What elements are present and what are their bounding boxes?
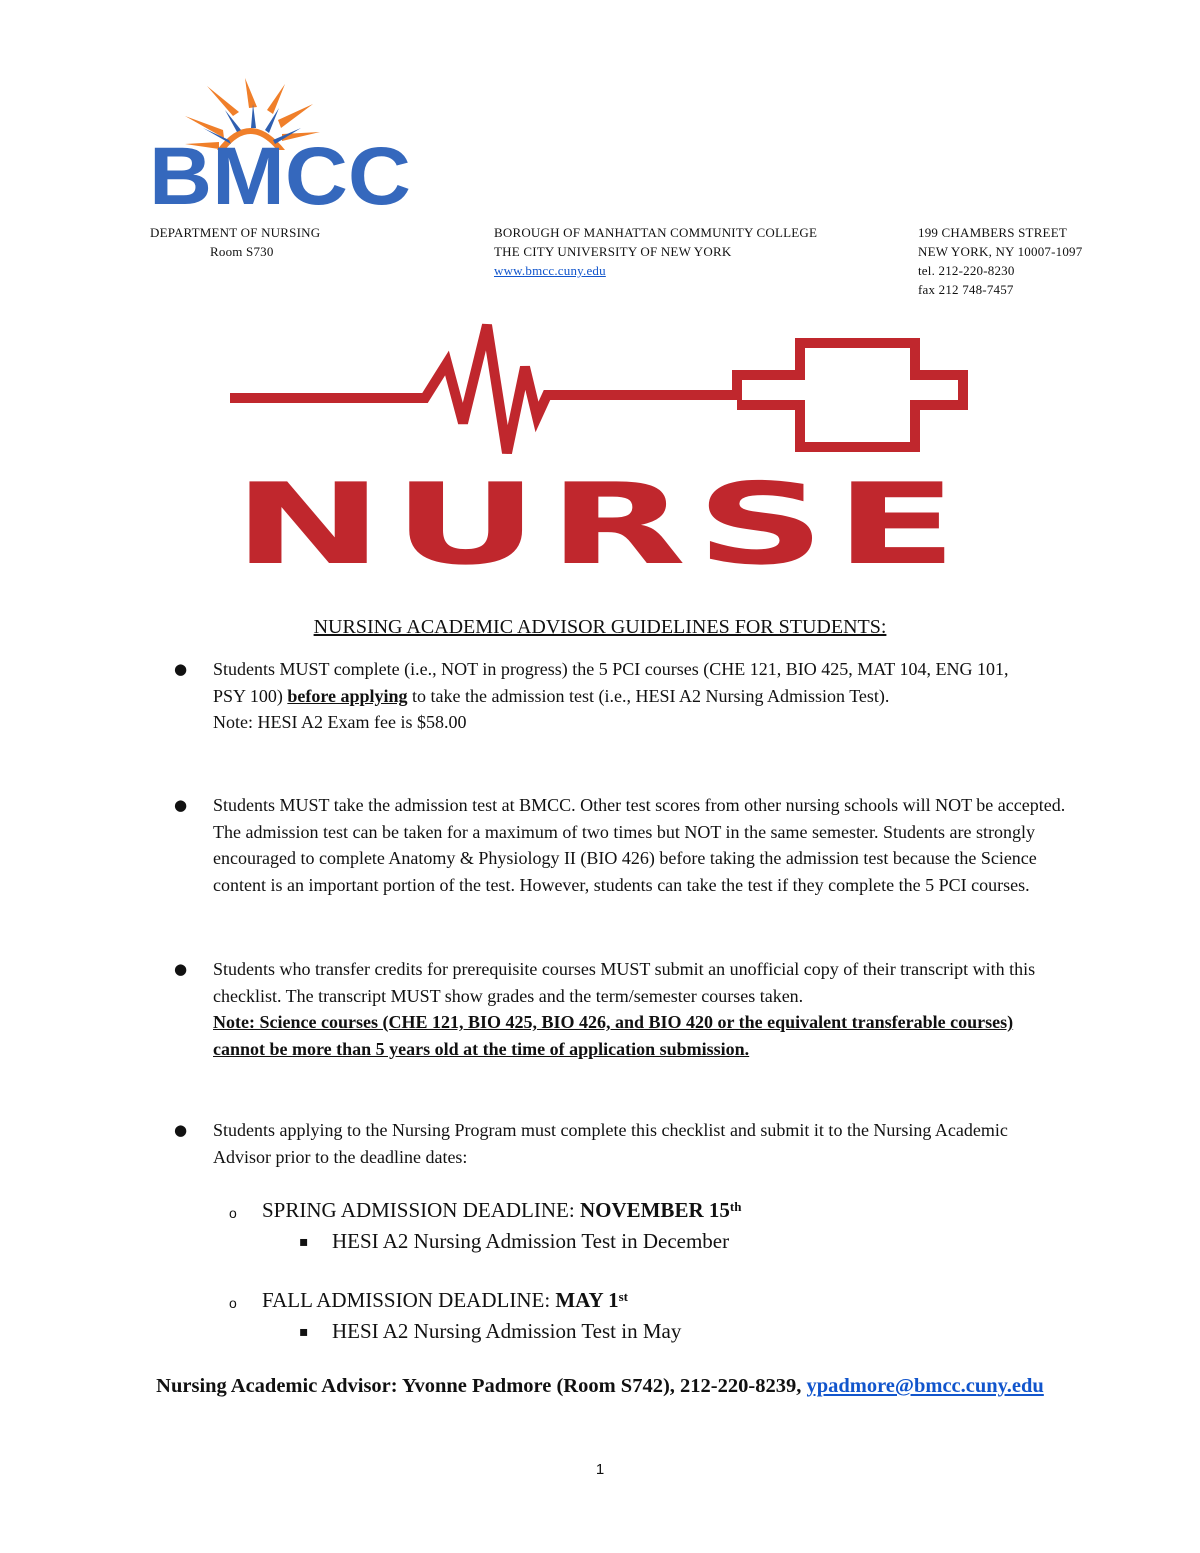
bullet-2-text: Students MUST take the admission test at BMCC. Other test scores from other nursing schools will NOT be accepted. The admission test can be taken for a maximum of two times but NOT in the same semester. Students are strongly encouraged to complete Anatomy & Physiology II (BIO 426) before taking the admission test because the Science content is an important portion of the test. However, students can take the test if they complete the 5 PCI courses. (213, 795, 1066, 895)
nurse-banner (225, 305, 975, 580)
website-link[interactable]: www.bmcc.cuny.edu (494, 263, 606, 278)
circle-bullet-icon: o (229, 1295, 237, 1311)
circle-bullet-icon: o (229, 1205, 237, 1221)
fall-deadline-suffix: st (618, 1289, 628, 1304)
square-bullet-icon: ▪ (299, 1324, 309, 1340)
guideline-bullet-1 (174, 656, 1038, 736)
spring-deadline-label: SPRING ADMISSION DEADLINE: (262, 1198, 580, 1222)
spring-test-text: HESI A2 Nursing Admission Test in December (332, 1229, 730, 1253)
department-room: Room S730 (210, 244, 274, 259)
spring-deadline-suffix: th (729, 1199, 742, 1214)
advisor-contact (0, 1375, 1200, 1398)
fax: fax 212 748-7457 (918, 282, 1014, 297)
bullet-1-text (213, 656, 1038, 709)
page-number: 1 (595, 1461, 605, 1478)
city-address: NEW YORK, NY 10007-1097 (918, 244, 1083, 259)
spring-deadline-date: NOVEMBER 15 (579, 1198, 730, 1222)
street-address: 199 CHAMBERS STREET (918, 225, 1067, 240)
heartbeat-cross-icon (230, 325, 963, 453)
bullet-1-emphasis: before applying (287, 685, 408, 706)
bullet-icon: ● (174, 960, 188, 978)
bullet-1-text-b: to take the admission test (i.e., HESI A2 Nursing Admission Test). (407, 685, 890, 706)
square-bullet-icon: ▪ (299, 1234, 309, 1250)
telephone: tel. 212-220-8230 (918, 263, 1015, 278)
bullet-3-text: Students who transfer credits for prerequisite courses MUST submit an unofficial copy of their transcript with this checklist. The transcript MUST show grades and the term/semester courses taken. (213, 959, 1036, 1006)
bullet-1-text-a: Students MUST complete (i.e., NOT in progress) the 5 PCI courses (CHE 121, BIO 425, MAT 104, ENG 101, PSY 100) (213, 659, 1009, 706)
logo-wordmark: BMCC (149, 131, 411, 213)
bullet-icon: ● (174, 1121, 188, 1139)
department-name: DEPARTMENT OF NURSING (150, 225, 321, 240)
university-name: THE CITY UNIVERSITY OF NEW YORK (494, 244, 732, 259)
bullet-icon: ● (174, 796, 188, 814)
bullet-icon: ● (174, 660, 188, 678)
fall-deadline-label: FALL ADMISSION DEADLINE: (262, 1288, 556, 1312)
guideline-bullet-3 (174, 956, 1058, 1062)
spring-deadline (229, 1196, 742, 1224)
college-block (494, 223, 817, 280)
fall-deadline-date: MAY 1 (555, 1288, 619, 1312)
bmcc-logo (145, 78, 415, 213)
guideline-bullet-2 (174, 792, 1068, 898)
address-block (918, 223, 1082, 299)
department-block (150, 223, 320, 261)
advisor-contact-text: Nursing Academic Advisor: Yvonne Padmore (Room S742), 212-220-8239, (156, 1375, 807, 1397)
college-name: BOROUGH OF MANHATTAN COMMUNITY COLLEGE (494, 225, 818, 240)
fall-test-text: HESI A2 Nursing Admission Test in May (332, 1319, 682, 1343)
bullet-4-text: Students applying to the Nursing Program must complete this checklist and submit it to the Nursing Academic Advisor prior to the deadline dates: (213, 1120, 1008, 1167)
guideline-bullet-4 (174, 1117, 1013, 1170)
advisor-email-link[interactable]: ypadmore@bmcc.cuny.edu (806, 1375, 1044, 1397)
bullet-1-note: Note: HESI A2 Exam fee is $58.00 (213, 712, 467, 732)
fall-deadline (229, 1286, 628, 1314)
fall-test (299, 1317, 682, 1345)
spring-test (299, 1227, 730, 1255)
guidelines-title: NURSING ACADEMIC ADVISOR GUIDELINES FOR STUDENTS: (313, 616, 887, 638)
bullet-3-note: Note: Science courses (CHE 121, BIO 425, BIO 426, and BIO 420 or the equivalent transferable courses) cannot be more than 5 years old at the time of application submission. (213, 1012, 1014, 1059)
nurse-wordmark: NURSE (233, 460, 967, 580)
